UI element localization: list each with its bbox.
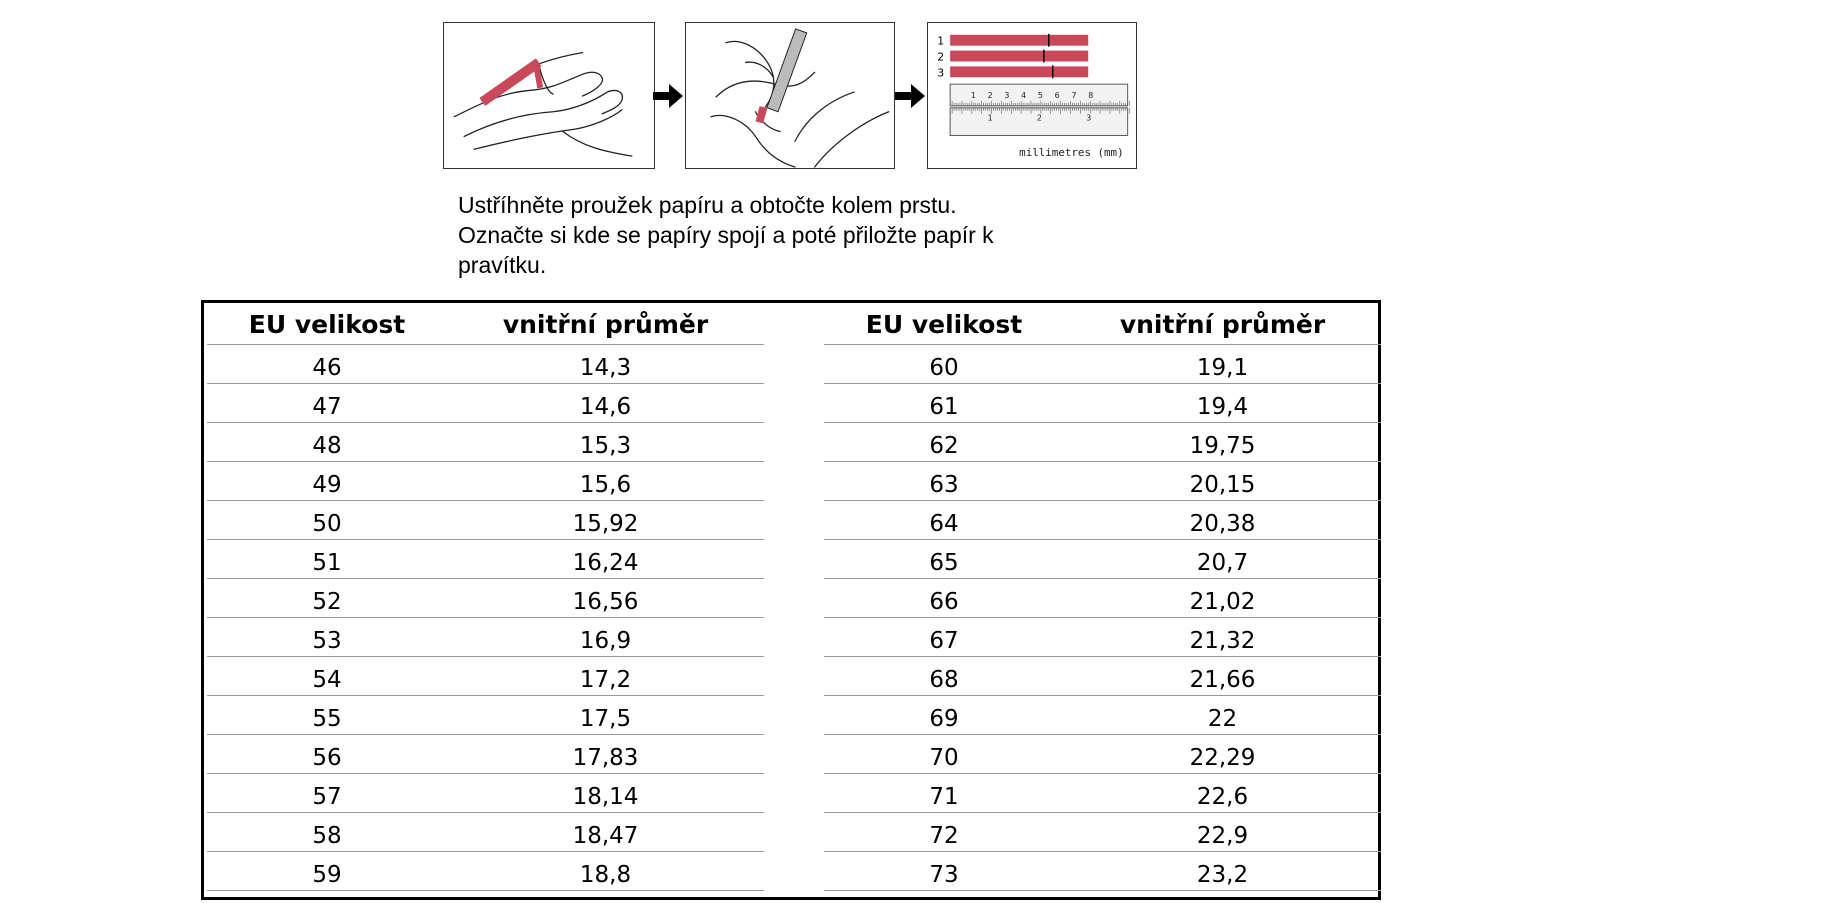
inner-diameter-cell: 22,6 — [1196, 784, 1249, 810]
arrow-right-icon — [653, 84, 683, 108]
column-header-eu-size: EU velikost — [865, 310, 1023, 339]
hand-with-pen-icon — [686, 23, 894, 168]
table-row — [207, 735, 764, 774]
inner-diameter-cell: 20,38 — [1189, 511, 1256, 537]
table-row — [207, 345, 764, 384]
inner-diameter-cell: 19,4 — [1196, 394, 1249, 420]
table-row — [207, 579, 764, 618]
eu-size-cell: 70 — [929, 745, 959, 771]
eu-size-cell: 59 — [312, 862, 342, 888]
step-2-mark-strip-illustration — [685, 22, 895, 169]
eu-size-cell: 60 — [929, 355, 959, 381]
inner-diameter-cell: 23,2 — [1196, 862, 1249, 888]
eu-size-cell: 65 — [929, 550, 959, 576]
table-row — [824, 696, 1381, 735]
table-row — [824, 852, 1381, 891]
ruler-bottom-tick-label: 2 — [1036, 113, 1042, 123]
eu-size-cell: 62 — [929, 433, 959, 459]
inner-diameter-cell: 22,9 — [1196, 823, 1249, 849]
eu-size-cell: 46 — [312, 355, 342, 381]
table-row — [824, 813, 1381, 852]
eu-size-cell: 69 — [929, 706, 959, 732]
eu-size-cell: 47 — [312, 394, 342, 420]
table-header-row — [824, 303, 1381, 345]
eu-size-cell: 61 — [929, 394, 959, 420]
table-row — [207, 618, 764, 657]
paper-strip — [950, 35, 1088, 46]
inner-diameter-cell: 18,47 — [572, 823, 639, 849]
instruction-line: pravítku. — [458, 252, 547, 278]
step-1-wrap-strip-illustration — [443, 22, 655, 169]
step-3-ruler-illustration — [927, 22, 1137, 169]
eu-size-cell: 56 — [312, 745, 342, 771]
table-row — [824, 735, 1381, 774]
ruler-top-tick-label: 2 — [987, 90, 993, 100]
table-row — [824, 579, 1381, 618]
inner-diameter-cell: 14,3 — [579, 355, 632, 381]
table-row — [207, 540, 764, 579]
inner-diameter-cell: 20,7 — [1196, 550, 1249, 576]
inner-diameter-cell: 15,3 — [579, 433, 632, 459]
eu-size-cell: 49 — [312, 472, 342, 498]
inner-diameter-cell: 16,56 — [572, 589, 639, 615]
paper-strip — [950, 66, 1088, 77]
ruler-bottom-tick-label: 3 — [1086, 113, 1092, 123]
ruler-top-tick-label: 8 — [1088, 90, 1094, 100]
inner-diameter-cell: 20,15 — [1189, 472, 1256, 498]
inner-diameter-cell: 19,1 — [1196, 355, 1249, 381]
strip-number-label: 3 — [937, 66, 945, 80]
size-table-right — [824, 303, 1381, 891]
instructions-text — [458, 190, 1138, 280]
ruler-with-strips-icon — [928, 23, 1136, 168]
eu-size-cell: 72 — [929, 823, 959, 849]
table-row — [207, 774, 764, 813]
eu-size-cell: 53 — [312, 628, 342, 654]
inner-diameter-cell: 16,9 — [579, 628, 632, 654]
table-row — [207, 696, 764, 735]
ruler-unit-label: millimetres (mm) — [1019, 146, 1124, 160]
eu-size-cell: 63 — [929, 472, 959, 498]
ruler-top-tick-label: 4 — [1021, 90, 1027, 100]
table-header-row — [207, 303, 764, 345]
table-row — [824, 462, 1381, 501]
table-row — [207, 813, 764, 852]
eu-size-cell: 73 — [929, 862, 959, 888]
ruler-top-tick-label: 1 — [970, 90, 976, 100]
ruler-top-tick-label: 7 — [1071, 90, 1077, 100]
instruction-line: Ustříhněte proužek papíru a obtočte kolem prstu. — [458, 192, 957, 218]
eu-size-cell: 48 — [312, 433, 342, 459]
table-row — [207, 657, 764, 696]
ruler-top-tick-label: 3 — [1004, 90, 1010, 100]
eu-size-cell: 66 — [929, 589, 959, 615]
inner-diameter-cell: 17,5 — [579, 706, 632, 732]
ring-size-table — [201, 300, 1381, 900]
eu-size-cell: 51 — [312, 550, 342, 576]
inner-diameter-cell: 14,6 — [579, 394, 632, 420]
inner-diameter-cell: 15,6 — [579, 472, 632, 498]
table-row — [207, 384, 764, 423]
eu-size-cell: 52 — [312, 589, 342, 615]
eu-size-cell: 68 — [929, 667, 959, 693]
inner-diameter-cell: 21,66 — [1189, 667, 1256, 693]
table-row — [207, 423, 764, 462]
hand-with-strip-icon — [444, 23, 654, 168]
table-row — [824, 384, 1381, 423]
table-row — [207, 501, 764, 540]
paper-strip — [950, 51, 1088, 62]
size-table-left — [207, 303, 764, 891]
table-row — [824, 774, 1381, 813]
table-row — [824, 423, 1381, 462]
instruction-line: Označte si kde se papíry spojí a poté přiložte papír k — [458, 222, 994, 248]
eu-size-cell: 57 — [312, 784, 342, 810]
eu-size-cell: 50 — [312, 511, 342, 537]
table-row — [824, 345, 1381, 384]
eu-size-cell: 64 — [929, 511, 959, 537]
inner-diameter-cell: 22 — [1207, 706, 1238, 732]
table-row — [824, 540, 1381, 579]
eu-size-cell: 67 — [929, 628, 959, 654]
eu-size-cell: 71 — [929, 784, 959, 810]
arrow-right-icon — [895, 84, 925, 108]
inner-diameter-cell: 17,2 — [579, 667, 632, 693]
inner-diameter-cell: 18,8 — [579, 862, 632, 888]
table-row — [824, 618, 1381, 657]
inner-diameter-cell: 19,75 — [1189, 433, 1256, 459]
ruler-bottom-tick-label: 1 — [987, 113, 993, 123]
eu-size-cell: 55 — [312, 706, 342, 732]
inner-diameter-cell: 17,83 — [572, 745, 639, 771]
table-row — [824, 501, 1381, 540]
table-row — [207, 462, 764, 501]
column-header-inner-diameter: vnitřní průměr — [1119, 310, 1326, 339]
inner-diameter-cell: 16,24 — [572, 550, 639, 576]
inner-diameter-cell: 21,02 — [1189, 589, 1256, 615]
strip-number-label: 2 — [937, 50, 945, 64]
ruler-top-tick-label: 5 — [1037, 90, 1043, 100]
inner-diameter-cell: 15,92 — [572, 511, 639, 537]
column-header-inner-diameter: vnitřní průměr — [502, 310, 709, 339]
column-header-eu-size: EU velikost — [248, 310, 406, 339]
eu-size-cell: 54 — [312, 667, 342, 693]
table-row — [207, 852, 764, 891]
inner-diameter-cell: 22,29 — [1189, 745, 1256, 771]
eu-size-cell: 58 — [312, 823, 342, 849]
table-row — [824, 657, 1381, 696]
strip-number-label: 1 — [937, 34, 945, 48]
ruler-top-tick-label: 6 — [1054, 90, 1060, 100]
inner-diameter-cell: 21,32 — [1189, 628, 1256, 654]
inner-diameter-cell: 18,14 — [572, 784, 639, 810]
